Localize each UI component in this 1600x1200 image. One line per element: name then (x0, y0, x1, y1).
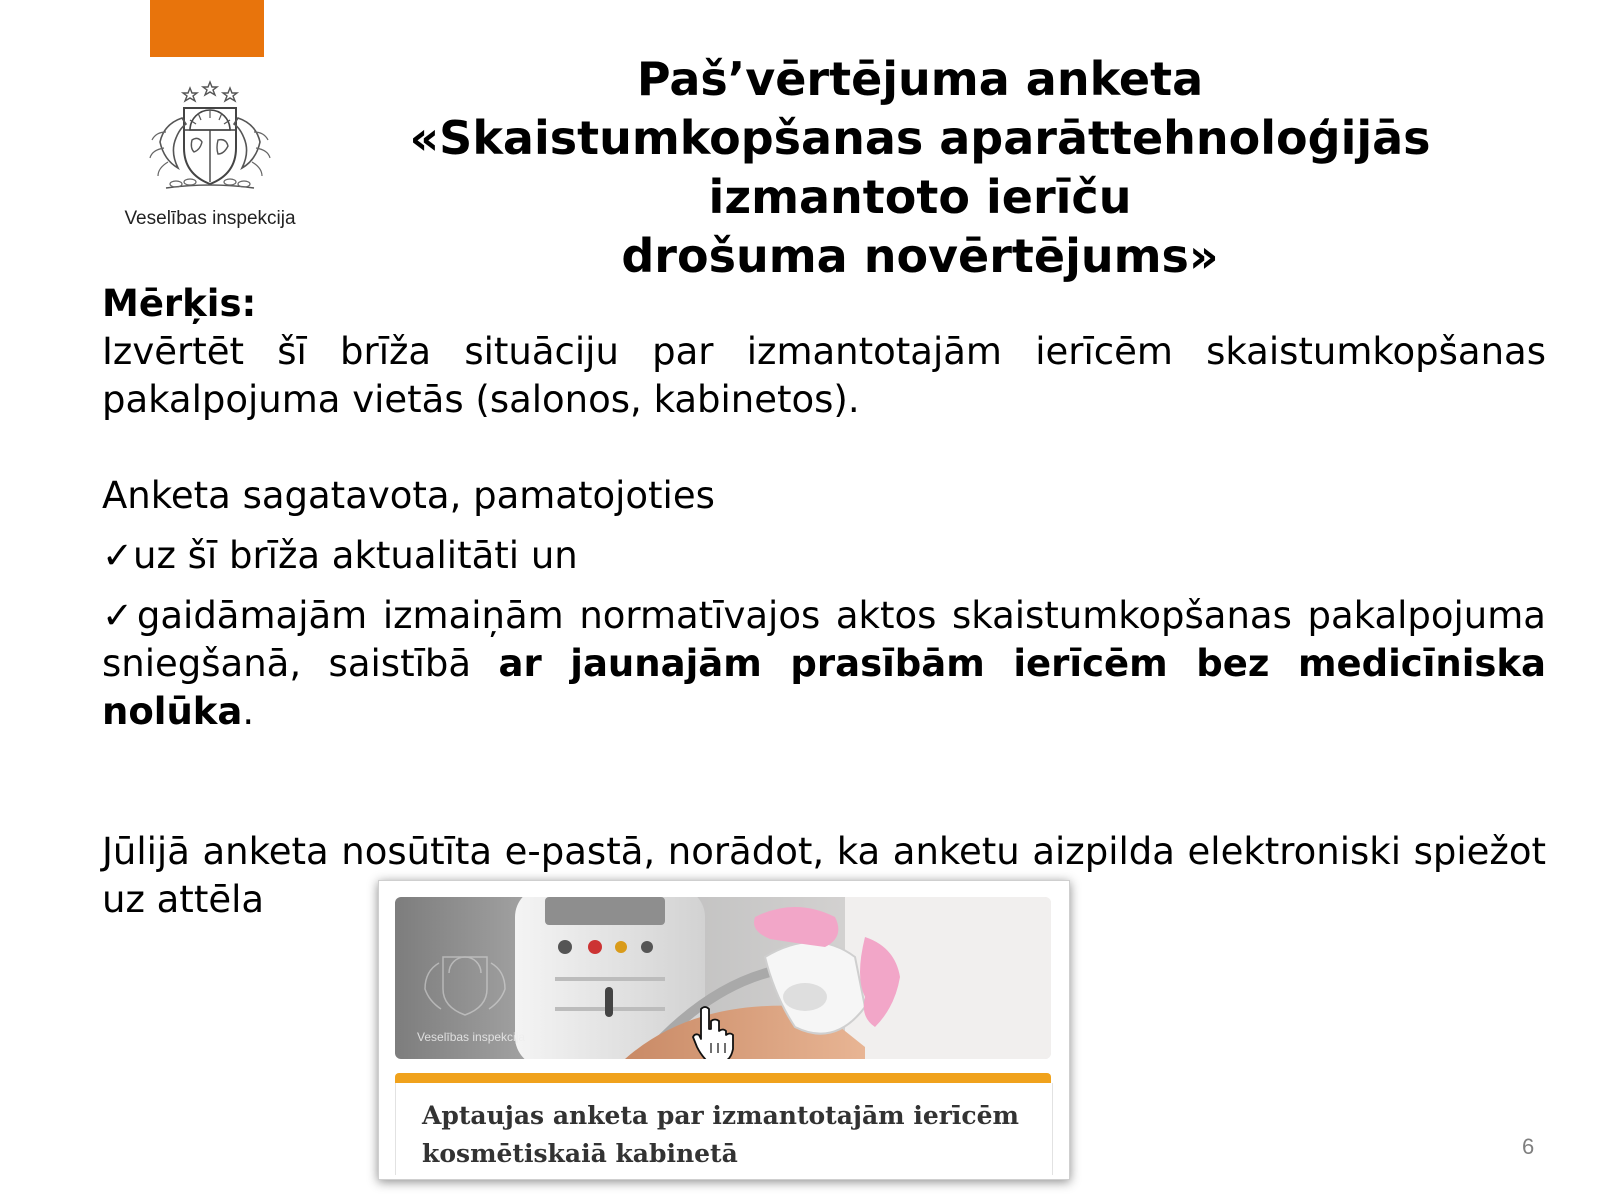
title-line-1: Paš’vērtējuma anketa (636, 52, 1204, 106)
page-number: 6 (1522, 1134, 1535, 1159)
bullet-2-bold-text: ar jaunajām prasībām ierīcēm bez medicīniska nolūka (102, 642, 1546, 733)
checkmark-icon: ✓ (102, 594, 137, 637)
card-caption-line-1: Aptaujas anketa par izmantotajām ierīcēm (422, 1101, 1019, 1130)
basis-intro: Anketa sagatavota, pamatojoties (102, 474, 715, 517)
card-orange-stripe (395, 1073, 1051, 1083)
beauty-device-photo (395, 897, 1051, 1059)
title-line-3: izmantoto ierīču (708, 170, 1132, 224)
card-caption-line-2: kosmētiskaiā kabinetā (422, 1139, 738, 1168)
july-text: Jūlijā anketa nosūtīta e-pastā, norādot, ka anketu aizpilda elektroniski spiežot uz attēla (102, 830, 1546, 921)
title-line-2: «Skaistumkopšanas aparāttehnoloģijās (409, 111, 1431, 165)
title-line-4: drošuma novērtējums» (621, 229, 1219, 283)
slide-title (330, 50, 1510, 286)
coat-of-arms-icon (146, 78, 274, 202)
bullet-1-text: uz šī brīža aktualitāti un (133, 534, 578, 577)
bullet-2-text: gaidāmajām izmaiņām normatīvajos aktos skaistumkopšanas pakalpojuma sniegšanā, saistībā (102, 594, 1546, 685)
bullet-item-2 (102, 592, 1546, 736)
logo (110, 78, 310, 238)
goal-text: Izvērtēt šī brīža situāciju par izmantotajām ierīcēm skaistumkopšanas pakalpojuma vietās (salonos, kabinetos). (102, 330, 1546, 421)
slide-body (102, 280, 1546, 924)
checkmark-icon: ✓ (102, 534, 134, 577)
survey-link-card[interactable] (378, 880, 1070, 1180)
bullet-item-1 (102, 532, 1546, 580)
goal-heading: Mērķis: (102, 282, 257, 325)
bullet-2-end: . (242, 690, 255, 733)
card-caption[interactable] (395, 1083, 1053, 1175)
orange-accent-bar (150, 0, 264, 57)
card-caption-text (422, 1097, 1042, 1173)
logo-text: Veselības inspekcija (124, 208, 296, 229)
card-photo[interactable] (395, 897, 1051, 1059)
watermark-text: Veselības inspekcija (417, 1030, 526, 1044)
